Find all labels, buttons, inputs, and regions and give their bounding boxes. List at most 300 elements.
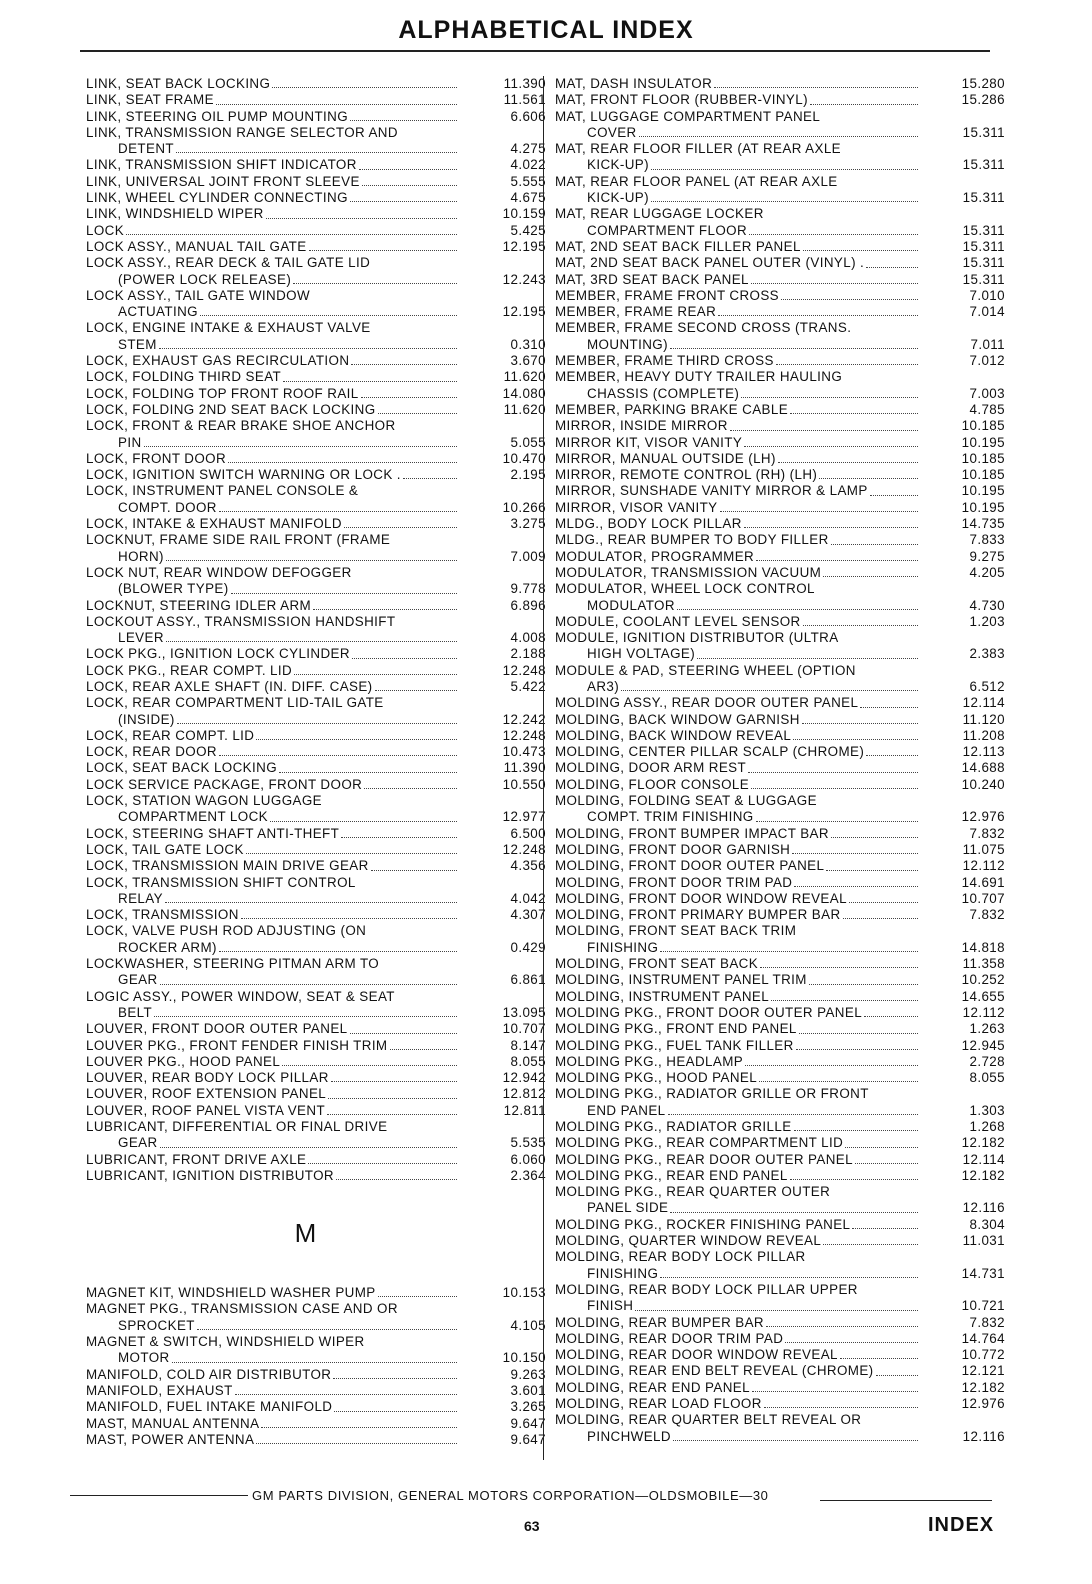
dot-leader [231,581,457,593]
index-entry [555,516,1005,532]
entry-ref-number: 9.275 [969,548,1005,564]
right-entries [555,76,1005,1445]
entry-ref-number: 5.055 [510,434,546,450]
index-entry [555,744,1005,760]
entry-text: MEMBER, FRAME SECOND CROSS (TRANS. [555,320,852,336]
index-entry [555,842,1005,858]
index-entry [86,1168,546,1184]
index-entry [86,92,546,108]
entry-ref-number: 5.425 [510,222,546,238]
dot-leader [331,1070,457,1082]
dot-leader [748,760,918,772]
entry-text: MOLDING, FRONT DOOR GARNISH [555,841,791,857]
dot-leader [635,1298,918,1310]
entry-ref-number: 4.307 [510,907,546,923]
index-entry [555,728,1005,744]
entry-text: MOLDING, INSTRUMENT PANEL TRIM [555,972,807,988]
entry-ref-number: 12.182 [961,1135,1005,1151]
entry-text: LOCK ASSY., REAR DECK & TAIL GATE LID [86,255,371,271]
index-entry [86,695,546,728]
entry-ref-number: 6.861 [510,972,546,988]
dot-leader [219,744,457,756]
dot-leader [751,272,918,284]
entry-text: LOCK, EXHAUST GAS RECIRCULATION [86,353,350,369]
entry-text: MOLDING, REAR BODY LOCK PILLAR UPPER [555,1281,858,1297]
index-entry [555,1070,1005,1086]
entry-text: MANIFOLD, COLD AIR DISTRIBUTOR [86,1366,332,1382]
dot-leader [870,483,918,495]
entry-text: LOCK PKG., IGNITION LOCK CYLINDER [86,646,350,662]
index-entry [555,369,1005,402]
entry-ref-number: 3.265 [510,1399,546,1415]
title-rule [80,50,990,52]
footer-rule-left [70,1495,248,1496]
entry-text: MLDG., REAR BUMPER TO BODY FILLER [555,532,829,548]
entry-ref-number: 12.248 [502,727,546,743]
entry-ref-number: 11.208 [962,727,1005,743]
entry-text: LOCK, STATION WAGON LUGGAGE [86,793,322,809]
entry-text: LOUVER, FRONT DOOR OUTER PANEL [86,1021,348,1037]
entry-ref-number: 15.311 [962,271,1005,287]
entry-text: LOCK ASSY., MANUAL TAIL GATE [86,238,307,254]
left-column [86,76,546,1448]
dot-leader [677,598,918,610]
dot-leader [794,875,918,887]
entry-ref-number: 10.473 [502,744,546,760]
index-entry [86,728,546,744]
entry-ref-number: 10.150 [502,1350,546,1366]
entry-text: LOCK PKG., REAR COMPT. LID [86,662,293,678]
entry-ref-number: 8.055 [510,1053,546,1069]
entry-ref-number: 3.275 [510,516,546,532]
entry-text-continued: CHASSIS (COMPLETE) [587,385,740,401]
dot-leader [350,109,457,121]
entry-text-continued: COVER [587,124,637,140]
dot-leader [328,1086,457,1098]
entry-ref-number: 7.832 [969,907,1005,923]
right-column [555,76,1005,1445]
entry-ref-number: 5.422 [510,678,546,694]
dot-leader [810,92,918,104]
entry-ref-number: 12.114 [962,1151,1005,1167]
dot-leader [790,1168,918,1180]
entry-text-continued: KICK-UP) [587,157,649,173]
dot-leader [718,304,918,316]
entry-text: MODULE & PAD, STEERING WHEEL (OPTION [555,662,856,678]
index-entry [555,1119,1005,1135]
index-entry [555,907,1005,923]
dot-leader [730,418,918,430]
entry-text: LOCK, IGNITION SWITCH WARNING OR LOCK . [86,467,401,483]
entry-ref-number: 14.080 [502,385,546,401]
index-entry [555,1217,1005,1233]
dot-leader [823,1233,918,1245]
entry-text: LINK, TRANSMISSION SHIFT INDICATOR [86,157,357,173]
entry-text: MODULATOR, WHEEL LOCK CONTROL [555,581,815,597]
entry-text: MEMBER, FRAME THIRD CROSS [555,353,774,369]
left-entries-m [86,1285,546,1448]
dot-leader [313,598,457,610]
dot-leader [864,1005,918,1017]
dot-leader [778,451,918,463]
index-entry [555,304,1005,320]
entry-text: MOLDING, FRONT BUMPER IMPACT BAR [555,825,829,841]
dot-leader [364,777,457,789]
dot-leader [293,272,457,284]
dot-leader [361,386,457,398]
index-entry [555,435,1005,451]
index-entry [555,320,1005,353]
index-entry [555,1315,1005,1331]
dot-leader [241,907,457,919]
entry-ref-number: 4.022 [510,157,546,173]
entry-text: LUBRICANT, FRONT DRIVE AXLE [86,1151,307,1167]
entry-text: MEMBER, PARKING BRAKE CABLE [555,401,789,417]
dot-leader [362,174,457,186]
dot-leader [294,663,457,675]
entry-text: LOCK, REAR DOOR [86,744,218,760]
entry-text-continued: ROCKER ARM) [118,939,217,955]
entry-ref-number: 14.655 [961,988,1005,1004]
dot-leader [144,435,457,447]
entry-text: MOLDING, REAR LOAD FLOOR [555,1396,762,1412]
entry-ref-number: 9.778 [510,581,546,597]
dot-leader [126,223,457,235]
index-entry [555,1282,1005,1315]
entry-ref-number: 2.728 [969,1053,1005,1069]
index-entry [86,386,546,402]
dot-leader [159,337,457,349]
entry-text: LOUVER, ROOF EXTENSION PANEL [86,1086,327,1102]
entry-text: MIRROR, MANUAL OUTSIDE (LH) [555,450,776,466]
entry-ref-number: 8.147 [510,1037,546,1053]
entry-ref-number: 12.182 [961,1167,1005,1183]
index-entry [86,744,546,760]
dot-leader [160,972,457,984]
entry-text: MOLDING PKG., RADIATOR GRILLE OR FRONT [555,1086,869,1102]
index-entry [555,1152,1005,1168]
entry-text: MANIFOLD, FUEL INTAKE MANIFOLD [86,1399,333,1415]
dot-leader [866,255,918,267]
entry-text: LOCKNUT, FRAME SIDE RAIL FRONT (FRAME [86,532,391,548]
dot-leader [866,744,918,756]
index-entry [86,1054,546,1070]
dot-leader [766,1315,918,1327]
entry-text: MAT, REAR LUGGAGE LOCKER [555,206,764,222]
index-entry [555,500,1005,516]
index-entry [86,1119,546,1152]
index-entry [555,712,1005,728]
entry-text: MAT, REAR FLOOR PANEL (AT REAR AXLE [555,173,838,189]
dot-leader [831,826,918,838]
entry-ref-number: 11.358 [962,956,1005,972]
entry-text: LOCK, FOLDING THIRD SEAT [86,369,282,385]
entry-text: MOLDING, REAR BUMPER BAR [555,1314,765,1330]
index-entry [555,989,1005,1005]
index-entry [86,1367,546,1383]
entry-text: LOUVER PKG., FRONT FENDER FINISH TRIM [86,1037,388,1053]
entry-ref-number: 15.311 [962,190,1005,206]
entry-text-continued: COMPT. TRIM FINISHING [587,809,754,825]
entry-ref-number: 14.691 [961,874,1005,890]
entry-ref-number: 10.470 [502,450,546,466]
entry-ref-number: 10.240 [961,776,1005,792]
index-entry [86,467,546,483]
dot-leader [256,728,457,740]
entry-text: MLDG., BODY LOCK PILLAR [555,516,742,532]
entry-ref-number: 10.252 [961,972,1005,988]
dot-leader [160,1135,457,1147]
dot-leader [228,451,457,463]
entry-text: MANIFOLD, EXHAUST [86,1382,233,1398]
entry-text-continued: KICK-UP) [587,190,649,206]
index-entry [555,549,1005,565]
entry-text: LINK, UNIVERSAL JOINT FRONT SLEEVE [86,173,360,189]
dot-leader [794,1119,918,1131]
entry-ref-number: 12.112 [962,858,1005,874]
entry-text-continued: ACTUATING [118,304,198,320]
entry-ref-number: 8.304 [969,1216,1005,1232]
entry-text: MOLDING, FRONT PRIMARY BUMPER BAR [555,907,841,923]
dot-leader [651,190,918,202]
entry-ref-number: 10.707 [961,890,1005,906]
index-entry [555,1396,1005,1412]
entry-ref-number: 10.195 [961,434,1005,450]
dot-leader [668,1103,918,1115]
index-entry [555,1038,1005,1054]
index-entry [86,125,546,158]
dot-leader [714,76,918,88]
index-entry [86,956,546,989]
entry-text: MOLDING, FRONT DOOR TRIM PAD [555,874,793,890]
index-entry [86,532,546,565]
entry-ref-number: 12.113 [962,744,1005,760]
dot-leader [697,646,918,658]
entry-text: MOLDING, REAR QUARTER BELT REVEAL OR [555,1412,862,1428]
dot-leader [876,1363,918,1375]
dot-leader [371,858,457,870]
index-entry [555,1005,1005,1021]
entry-ref-number: 11.075 [962,841,1005,857]
dot-leader [670,1200,918,1212]
dot-leader [860,695,918,707]
entry-text: MOLDING, FRONT SEAT BACK TRIM [555,923,797,939]
entry-text: MOLDING, FRONT DOOR OUTER PANEL [555,858,825,874]
entry-ref-number: 10.185 [961,450,1005,466]
index-entry [86,418,546,451]
entry-text: MOLDING, FRONT SEAT BACK [555,956,759,972]
dot-leader [803,239,918,251]
entry-text-continued: HORN) [118,548,164,564]
entry-text: LOCK, VALVE PUSH ROD ADJUSTING (ON [86,923,367,939]
entry-text: MAT, LUGGAGE COMPARTMENT PANEL [555,108,821,124]
entry-text: MOLDING, DOOR ARM REST [555,760,747,776]
entry-text-continued: FINISHING [587,939,659,955]
dot-leader [819,467,918,479]
entry-ref-number: 10.195 [961,499,1005,515]
entry-ref-number: 10.185 [961,467,1005,483]
dot-leader [172,1350,457,1362]
index-entry [86,451,546,467]
dot-leader [745,1054,918,1066]
entry-ref-number: 12.121 [961,1363,1005,1379]
entry-ref-number: 1.203 [969,613,1005,629]
index-entry [86,239,546,255]
entry-ref-number: 15.311 [962,124,1005,140]
entry-ref-number: 12.114 [962,695,1005,711]
entry-ref-number: 4.042 [510,890,546,906]
index-entry [555,1233,1005,1249]
entry-text: LUBRICANT, DIFFERENTIAL OR FINAL DRIVE [86,1119,388,1134]
entry-ref-number: 10.707 [502,1021,546,1037]
dot-leader [246,842,457,854]
entry-text-continued: RELAY [118,890,163,906]
entry-ref-number: 12.248 [502,841,546,857]
section-letter: M [294,1218,318,1249]
index-entry [555,777,1005,793]
entry-text: LOCKWASHER, STEERING PITMAN ARM TO [86,956,380,972]
dot-leader [855,1152,918,1164]
entry-ref-number: 12.112 [962,1004,1005,1020]
index-entry [555,826,1005,842]
index-entry [86,826,546,842]
entry-ref-number: 12.195 [502,304,546,320]
entry-text: MAT, DASH INSULATOR [555,76,713,91]
entry-ref-number: 7.010 [969,287,1005,303]
dot-leader [351,353,457,365]
index-entry [555,76,1005,92]
footer-rule-right [820,1500,992,1501]
dot-leader [776,353,918,365]
index-entry [86,1070,546,1086]
dot-leader [390,1038,458,1050]
index-entry [86,875,546,908]
dot-leader [852,1217,918,1229]
entry-ref-number: 6.606 [510,108,546,124]
page-number: 63 [524,1518,540,1534]
dot-leader [352,646,457,658]
entry-text: MOLDING, FLOOR CONSOLE [555,776,750,792]
dot-leader [845,1135,918,1147]
entry-ref-number: 7.833 [969,532,1005,548]
index-entry [86,1432,546,1448]
index-entry [86,109,546,125]
entry-text: LOCK, ENGINE INTAKE & EXHAUST VALVE [86,320,371,336]
entry-ref-number: 7.003 [969,385,1005,401]
index-entry [86,157,546,173]
entry-ref-number: 15.311 [962,222,1005,238]
dot-leader [771,989,918,1001]
entry-text: LOCK, FOLDING 2ND SEAT BACK LOCKING [86,401,376,417]
dot-leader [378,402,457,414]
entry-text: MODULE, COOLANT LEVEL SENSOR [555,613,801,629]
index-entry [86,483,546,516]
dot-leader [802,712,918,724]
dot-leader [760,956,918,968]
index-entry [86,174,546,190]
dot-leader [359,157,457,169]
entry-text-continued: COMPARTMENT LOCK [118,809,268,825]
entry-text: MOLDING PKG., HEADLAMP [555,1053,744,1069]
dot-leader [282,1054,457,1066]
entry-text: LOCK, TRANSMISSION [86,907,239,923]
dot-leader [744,435,918,447]
index-entry [86,353,546,369]
entry-ref-number: 9.647 [510,1431,546,1447]
entry-ref-number: 12.977 [502,809,546,825]
entry-ref-number: 5.535 [510,1135,546,1151]
entry-text: MOLDING PKG., REAR DOOR OUTER PANEL [555,1151,853,1167]
entry-text: LOCK SERVICE PACKAGE, FRONT DOOR [86,776,363,792]
entry-text: MOLDING, QUARTER WINDOW REVEAL [555,1233,822,1249]
dot-leader [256,1432,457,1444]
entry-text-continued: (POWER LOCK RELEASE) [118,271,292,287]
entry-text: MAGNET KIT, WINDSHIELD WASHER PUMP [86,1285,376,1301]
index-entry [86,516,546,532]
entry-ref-number: 11.031 [962,1233,1005,1249]
entry-text: MOLDING PKG., FRONT END PANEL [555,1021,797,1037]
entry-ref-number: 11.390 [503,760,546,776]
entry-text: LOCK, FRONT & REAR BRAKE SHOE ANCHOR [86,418,396,434]
entry-ref-number: 8.055 [969,1070,1005,1086]
entry-text: MOLDING, REAR BODY LOCK PILLAR [555,1249,806,1265]
entry-text: MOLDING PKG., HOOD PANEL [555,1070,758,1086]
entry-text: MODULE, IGNITION DISTRIBUTOR (ULTRA [555,630,839,646]
index-entry [86,1285,546,1301]
index-entry [86,1103,546,1119]
entry-text: MOLDING PKG., REAR QUARTER OUTER [555,1184,831,1200]
index-entry [86,760,546,776]
entry-ref-number: 14.735 [961,516,1005,532]
index-entry [86,989,546,1022]
dot-leader [341,826,457,838]
dot-leader [831,532,918,544]
index-entry [86,777,546,793]
index-entry [86,646,546,662]
index-entry [555,1380,1005,1396]
entry-text-continued: COMPT. DOOR [118,499,217,515]
entry-ref-number: 11.120 [962,711,1005,727]
entry-text: LOCK, INSTRUMENT PANEL CONSOLE & [86,483,359,499]
index-entry [555,1184,1005,1217]
entry-ref-number: 2.195 [510,467,546,483]
dot-leader [350,190,457,202]
entry-text-continued: HIGH VOLTAGE) [587,646,696,662]
entry-ref-number: 10.266 [502,499,546,515]
entry-ref-number: 10.159 [502,206,546,222]
entry-text: LOCKNUT, STEERING IDLER ARM [86,597,312,613]
index-entry [555,1135,1005,1151]
page-title: ALPHABETICAL INDEX [398,16,694,44]
entry-text: LINK, WHEEL CYLINDER CONNECTING [86,190,348,206]
entry-ref-number: 2.188 [510,646,546,662]
entry-ref-number: 7.832 [969,1314,1005,1330]
entry-text: LINK, WINDSHIELD WIPER [86,206,264,222]
index-entry [86,1399,546,1415]
entry-text: MOLDING PKG., ROCKER FINISHING PANEL [555,1216,851,1232]
dot-leader [309,239,457,251]
entry-text-continued: MODULATOR [587,597,675,613]
entry-text: LINK, SEAT FRAME [86,92,214,108]
dot-leader [176,141,457,153]
index-entry [86,1301,546,1334]
dot-leader [378,1285,457,1297]
entry-text: MIRROR KIT, VISOR VANITY [555,434,743,450]
dot-leader [266,206,457,218]
dot-leader [756,549,918,561]
index-entry [555,1249,1005,1282]
dot-leader [803,614,918,626]
